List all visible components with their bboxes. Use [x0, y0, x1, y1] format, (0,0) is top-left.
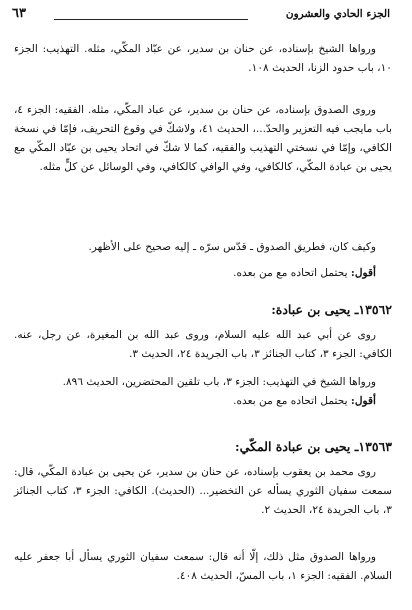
- running-header: [12, 8, 390, 26]
- note-label: أقول:: [350, 395, 376, 407]
- paragraph-faqih: وروى الصدوق بإسناده، عن حنان بن سدير، عن عباد المكّي، مثله. الفقيه: الجزء ٤، باب مايجب فيه التعزير والحدّ...، الحديث ٤١، ولاشكّ في وقوع التحريف، فإمّا في نسخة الكافي، وإمّا في نسختي التهذيب والفقيه، كما لا شكّ في اتحاد يحيى بن عبّاد المكّي مع يحيى بن عبادة المكّي، كالكافي، وفي الوافي كالكافي، وفي الوسائل عن كلٍّ مثله.: [14, 104, 392, 173]
- note-text: يحتمل اتحاده مع من بعده.: [233, 395, 351, 407]
- header-rule: [54, 19, 248, 20]
- running-title: الجزء الحادي والعشرون: [285, 8, 390, 20]
- entry-heading-13563: ١٣٥٦٣ـ يحيى بن عبادة المكّي:: [235, 439, 392, 454]
- paragraph-tahdhib: ورواها الشيخ بإسناده، عن حنان بن سدير، عن عبّاد المكّي، مثله. التهذيب: الجزء ١٠، باب حدود الزنا، الحديث ١٠٨.: [14, 43, 392, 74]
- paragraph-sadooq-path: وكيف كان، فطريق الصدوق ـ قدّس سرّه ـ إليه صحيح على الأظهر.: [88, 241, 376, 253]
- note-paragraph: [14, 264, 392, 283]
- entry-heading-13562: ١٣٥٦٢ـ يحيى بن عبادة:: [271, 302, 392, 317]
- entry-13562-tahdhib: ورواها الشيخ في التهذيب: الجزء ٣، باب تلقين المحتضرين، الحديث ٨٩٦.: [62, 376, 376, 388]
- note-label: أقول:: [350, 267, 376, 279]
- entry-13563-faqih: ورواها الصدوق مثل ذلك، إلّا أنه قال: سمعت سفيان الثوري يسأل أبا جعفر عليه السلام. الفقيه: الجزء ١، باب المسّ، الحديث ٤٠٨.: [14, 551, 392, 582]
- note-text: يحتمل اتحاده مع من بعده.: [233, 267, 351, 279]
- entry-13562-note: [14, 392, 392, 411]
- entry-13562-text: روى عن أبي عبد الله عليه السلام، وروى عبد الله بن المغيرة، عن رجل، عنه. الكافي: الجزء ٣، كتاب الجنائز ٣، باب الجريدة ٢٤، الحديث ٣.: [14, 329, 392, 360]
- page-number: ٦٣: [12, 6, 26, 21]
- entry-13563-text: روى محمد بن يعقوب بإسناده، عن حنان بن سدير، عن يحيى بن عبادة المكّي، قال: سمعت سفيان الثوري يسأله عن التخضير... (الحديث). الكافي: الجزء ٣، كتاب الجنائز ٣، باب الجريدة ٢٤، الحديث ٢.: [14, 466, 392, 516]
